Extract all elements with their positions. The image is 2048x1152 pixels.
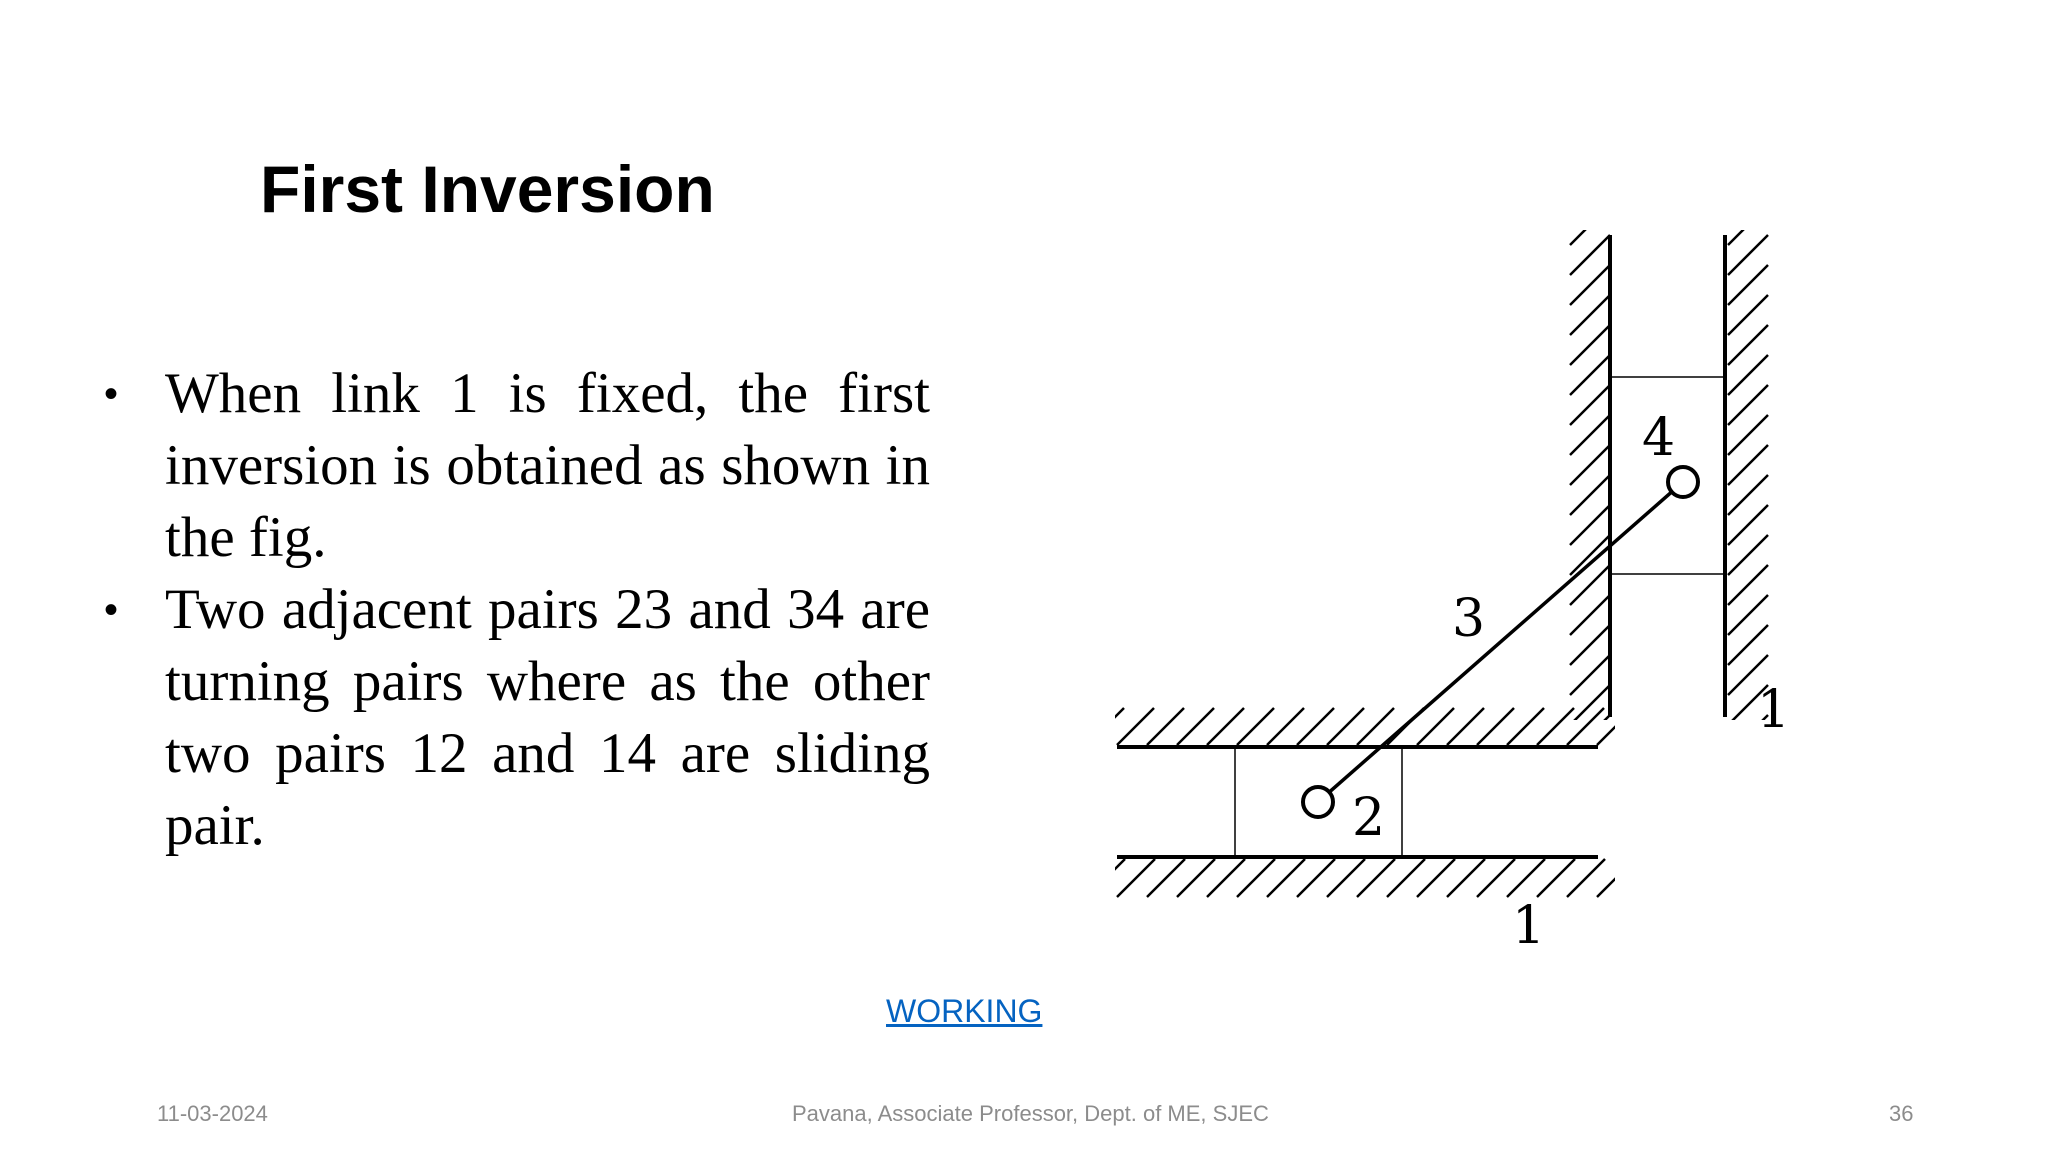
hatch-line	[1417, 708, 1454, 745]
hatch-line	[1537, 708, 1574, 745]
label-frame-right: 1	[1757, 680, 1791, 740]
footer-date: 11-03-2024	[157, 1101, 268, 1126]
hatch-line	[1657, 859, 1695, 897]
hatch-line	[1728, 625, 1768, 665]
bullet-text: Two adjacent pairs 23 and 34 are turning pairs where as the other two pairs 12 and 14 are sliding pair.	[165, 578, 930, 857]
hatch-line	[1728, 295, 1768, 335]
hatch-line	[1627, 708, 1664, 745]
hatch-line	[1570, 535, 1610, 575]
hatch-line	[1447, 859, 1485, 897]
pin-joint-34	[1668, 467, 1698, 497]
hatch-line	[1100, 708, 1124, 745]
hatch-line	[1477, 708, 1514, 745]
hatch-line	[1417, 859, 1455, 897]
link-3	[1318, 482, 1683, 802]
hatch-line	[1567, 708, 1604, 745]
hatch-line	[1570, 595, 1610, 635]
hatch-line	[1728, 355, 1768, 395]
hatch-line	[1728, 505, 1768, 545]
hatch-line	[1297, 708, 1334, 745]
hatch-line	[1267, 708, 1304, 745]
hatch-line	[1728, 595, 1768, 635]
hatch-line	[1567, 859, 1605, 897]
hatch-horizontal-top	[1100, 708, 1694, 745]
hatch-line	[1297, 859, 1335, 897]
hatch-line	[1570, 325, 1610, 365]
footer-page-number: 36	[1889, 1101, 1914, 1126]
working-link[interactable]: WORKING	[886, 993, 1043, 1029]
hatch-line	[1207, 708, 1244, 745]
label-link-2: 2	[1352, 788, 1386, 848]
hatch-vertical-left	[1570, 225, 1610, 815]
hatch-line	[1117, 708, 1154, 745]
hatch-line	[1327, 708, 1364, 745]
hatch-line	[1477, 859, 1515, 897]
hatch-line	[1728, 445, 1768, 485]
hatch-line	[1728, 745, 1768, 785]
hatch-line	[1237, 859, 1275, 897]
hatch-line	[1728, 565, 1768, 605]
hatch-line	[1597, 708, 1634, 745]
hatch-line	[1570, 415, 1610, 455]
label-link-4: 4	[1642, 408, 1676, 468]
hatch-line	[1147, 708, 1184, 745]
hatch-line	[1570, 745, 1610, 785]
hatch-line	[1570, 355, 1610, 395]
footer-author: Pavana, Associate Professor, Dept. of ME, SJEC	[792, 1101, 1269, 1126]
hatch-line	[1570, 565, 1610, 605]
hatch-line	[1327, 859, 1365, 897]
bullet-list	[100, 358, 930, 862]
hatch-line	[1177, 708, 1214, 745]
hatch-line	[1728, 325, 1768, 365]
hatch-line	[1570, 505, 1610, 545]
bullet-item	[100, 358, 930, 574]
hatch-line	[1570, 685, 1610, 725]
hatch-line	[1657, 708, 1694, 745]
hatch-line	[1147, 859, 1185, 897]
hatch-line	[1570, 655, 1610, 695]
bullet-dot-icon: •	[104, 588, 119, 632]
mechanism-diagram	[1100, 225, 1800, 970]
hatch-line	[1267, 859, 1305, 897]
hatch-line	[1570, 235, 1610, 275]
hatch-line	[1537, 859, 1575, 897]
hatch-line	[1387, 859, 1425, 897]
hatch-line	[1117, 859, 1155, 897]
slide-title: First Inversion	[260, 152, 715, 226]
hatch-line	[1570, 625, 1610, 665]
bullet-item	[100, 574, 930, 862]
hatch-line	[1728, 775, 1768, 815]
hatch-line	[1627, 859, 1665, 897]
label-link-3: 3	[1452, 589, 1486, 649]
bullet-dot-icon: •	[104, 372, 119, 416]
hatch-line	[1570, 295, 1610, 335]
hatch-line	[1237, 708, 1274, 745]
hatch-line	[1728, 475, 1768, 515]
hatch-line	[1447, 708, 1484, 745]
hatch-line	[1507, 708, 1544, 745]
hatch-horizontal-bottom	[1100, 859, 1695, 897]
label-frame-bottom: 1	[1512, 896, 1546, 956]
hatch-line	[1177, 859, 1215, 897]
hatch-line	[1728, 415, 1768, 455]
hatch-line	[1728, 535, 1768, 575]
hatch-line	[1207, 859, 1245, 897]
hatch-line	[1570, 265, 1610, 305]
bullet-text: When link 1 is fixed, the first inversion is obtained as shown in the fig.	[165, 362, 930, 569]
hatch-line	[1570, 775, 1610, 815]
hatch-line	[1570, 445, 1610, 485]
hatch-line	[1728, 235, 1768, 275]
hatch-line	[1728, 265, 1768, 305]
hatch-line	[1570, 475, 1610, 515]
pin-joint-23	[1303, 787, 1333, 817]
hatch-line	[1728, 385, 1768, 425]
hatch-line	[1570, 385, 1610, 425]
hatch-line	[1357, 859, 1395, 897]
hatch-line	[1507, 859, 1545, 897]
hatch-line	[1597, 859, 1635, 897]
